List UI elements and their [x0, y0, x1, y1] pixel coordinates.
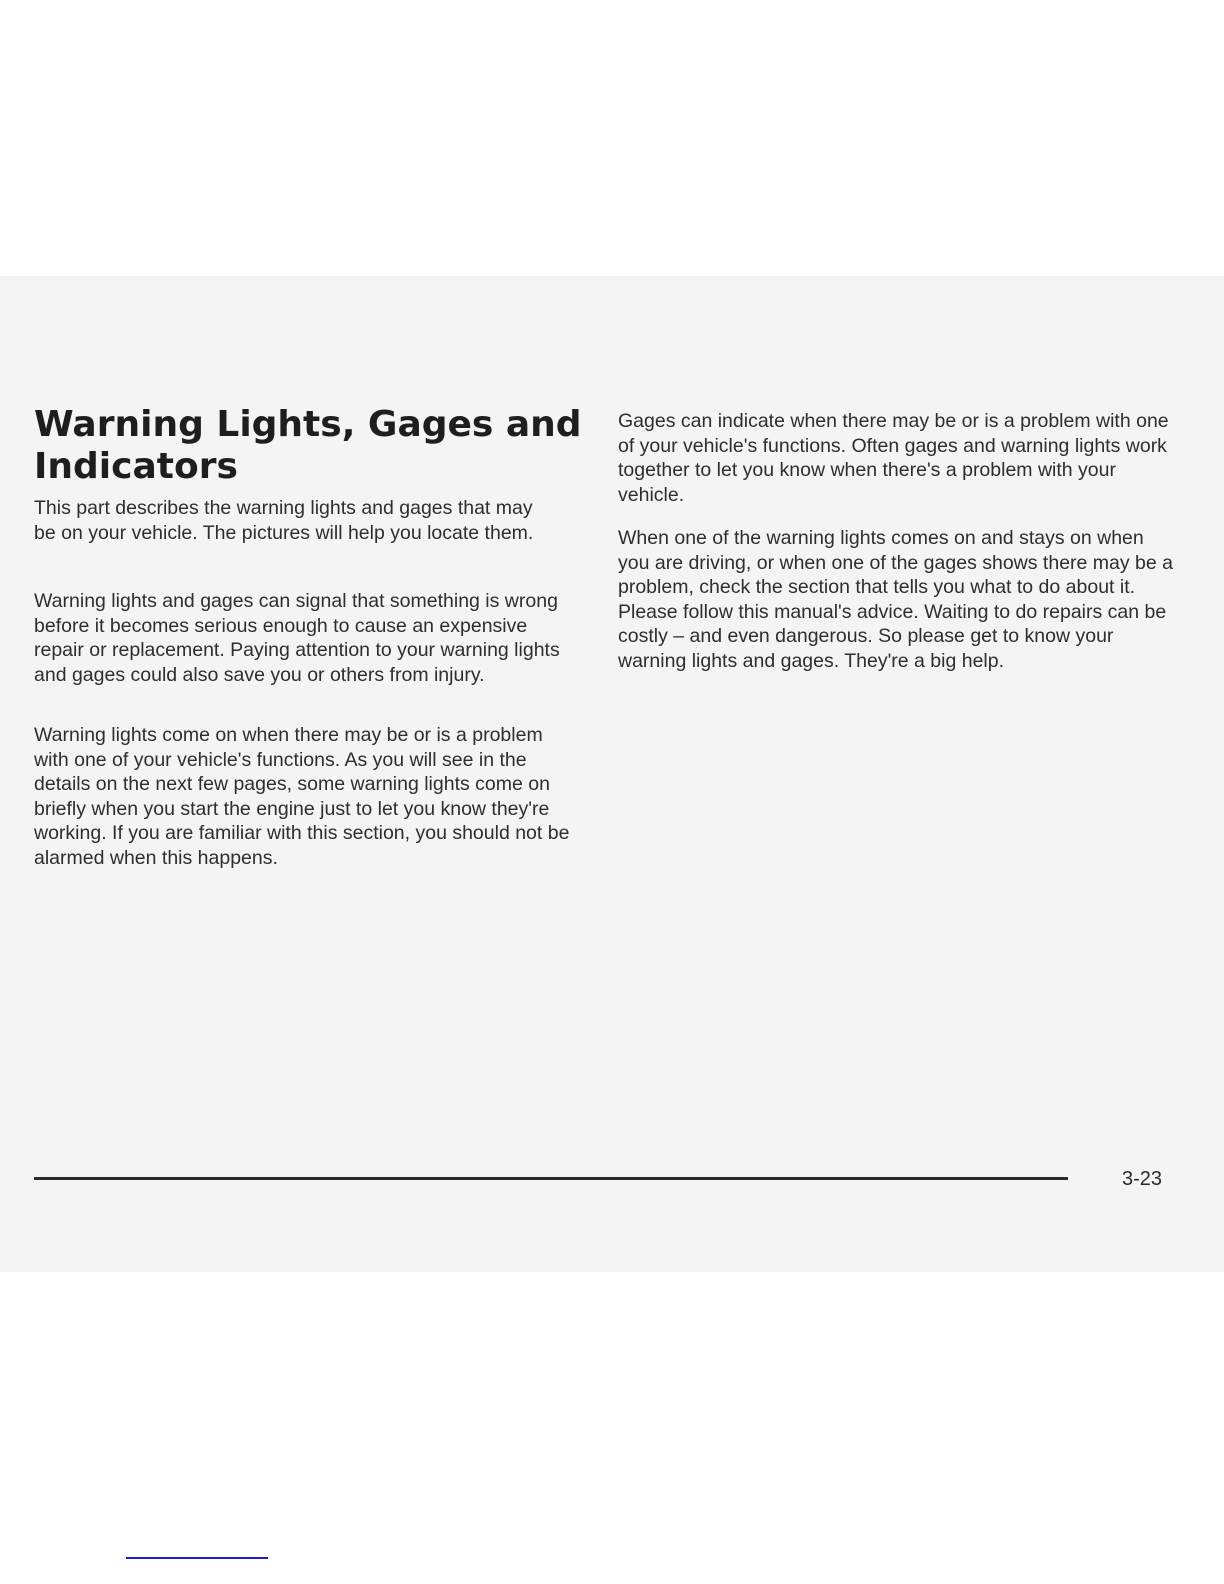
- footer-rule: [34, 1177, 1068, 1180]
- page-number: 3-23: [1122, 1168, 1163, 1190]
- warning-lights-paragraph: Warning lights come on when there may be or is a problem with one of your vehicle's functions. As you will see in the details on the next few pages, some warning lights come on briefly when you start the engine just to let you know they're working. If you are familiar with this section, you should not be alarmed when this happens.: [34, 724, 570, 869]
- manual-page: [0, 276, 1224, 1272]
- advice-paragraph: When one of the warning lights comes on and stays on when you are driving, or when one of the gages shows there may be a problem, check the section that tells you what to do about it. Please follow this manual's advice. Waiting to do repairs can be costly – and even dangerous. So please get to know your warning lights and gages. They're a big help.: [618, 527, 1173, 672]
- intro-paragraph: This part describes the warning lights and gages that may be on your vehicle. The pictures will help you locate them.: [34, 497, 534, 544]
- section-title: Warning Lights, Gages and Indicators: [34, 404, 582, 487]
- link-underline[interactable]: [126, 1557, 268, 1559]
- warning-purpose-paragraph: Warning lights and gages can signal that something is wrong before it becomes serious enough to cause an expensive repair or replacement. Paying attention to your warning lights and gages could also save you or others from injury.: [34, 590, 560, 686]
- gages-paragraph: Gages can indicate when there may be or is a problem with one of your vehicle's functions. Often gages and warning lights work together to let you know when there's a problem with your vehicle.: [618, 410, 1169, 506]
